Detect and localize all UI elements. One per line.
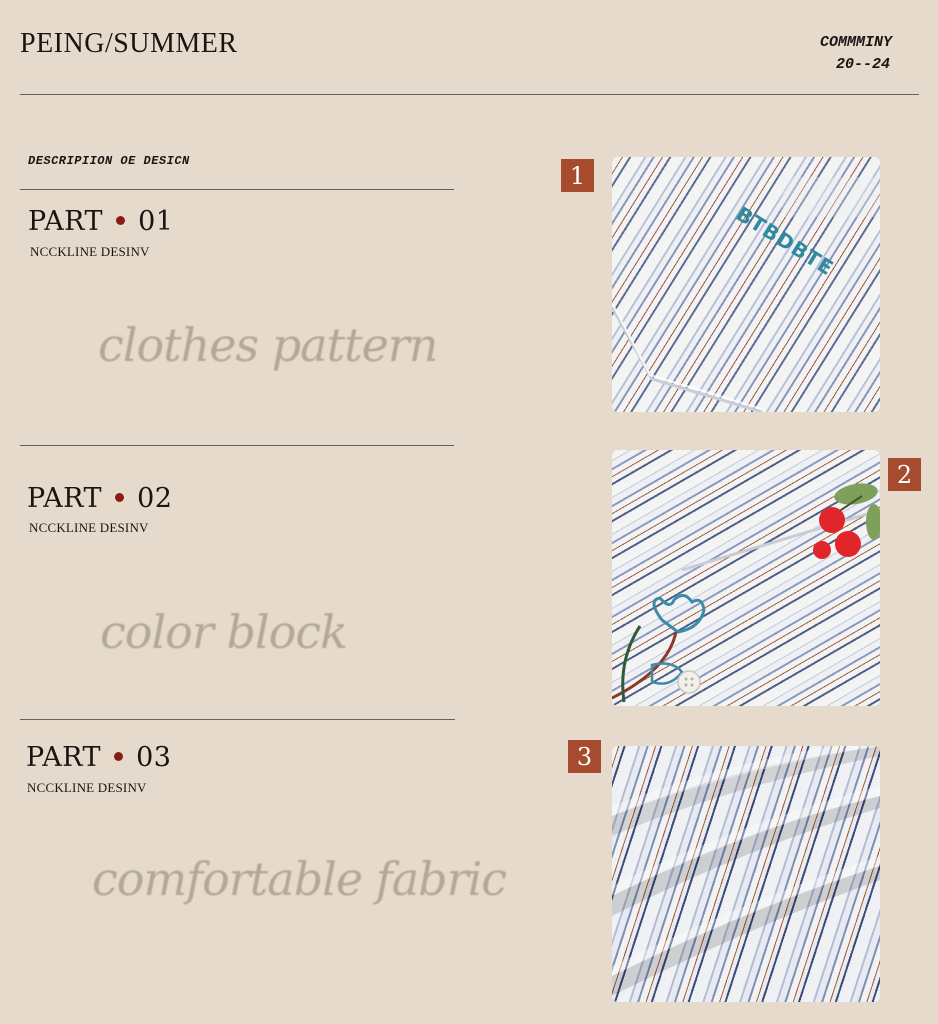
header-right-line1: COMMMINY — [819, 34, 892, 51]
part-2-number: 02 — [137, 483, 173, 514]
part-2-label: PART — [27, 483, 103, 514]
pocket-illustration — [612, 157, 880, 412]
bullet-dot-icon — [115, 493, 124, 502]
badge-1: 1 — [561, 159, 594, 192]
part-3-script: comfortable fabric — [92, 852, 507, 906]
part-1-heading — [28, 206, 173, 237]
part-1-number: 01 — [138, 206, 174, 237]
part-3-subtitle: NCCKLINE DESINV — [27, 780, 147, 795]
section-divider-3 — [20, 719, 455, 720]
embroidery-text: BTBDBTE — [732, 201, 839, 281]
part-2-script: color block — [100, 605, 347, 659]
fabric-folds-illustration — [612, 746, 880, 1002]
description-title: DESCRIPIION OE DESICN — [28, 154, 190, 168]
badge-3: 3 — [568, 740, 601, 773]
header-divider — [20, 94, 919, 95]
part-3-heading — [26, 742, 171, 773]
part-1-script: clothes pattern — [98, 318, 438, 372]
photo-fabric — [612, 746, 880, 1002]
brand-title: PEING/SUMMER — [20, 28, 238, 59]
embroidery-illustration — [612, 450, 880, 706]
bullet-dot-icon — [116, 216, 125, 225]
header-right-line2: 20--24 — [835, 56, 890, 73]
part-3-number: 03 — [136, 742, 172, 773]
part-1-subtitle: NCCKLINE DESINV — [30, 244, 150, 259]
bullet-dot-icon — [114, 752, 123, 761]
part-2-subtitle: NCCKLINE DESINV — [29, 520, 149, 535]
part-1-label: PART — [28, 206, 104, 237]
badge-2: 2 — [888, 458, 921, 491]
part-2-heading — [27, 483, 172, 514]
photo-embroidery — [612, 450, 880, 706]
section-divider-1 — [20, 189, 454, 190]
photo-pocket — [612, 157, 880, 412]
part-3-label: PART — [26, 742, 102, 773]
section-divider-2 — [20, 445, 454, 446]
header-right-block — [820, 32, 892, 76]
